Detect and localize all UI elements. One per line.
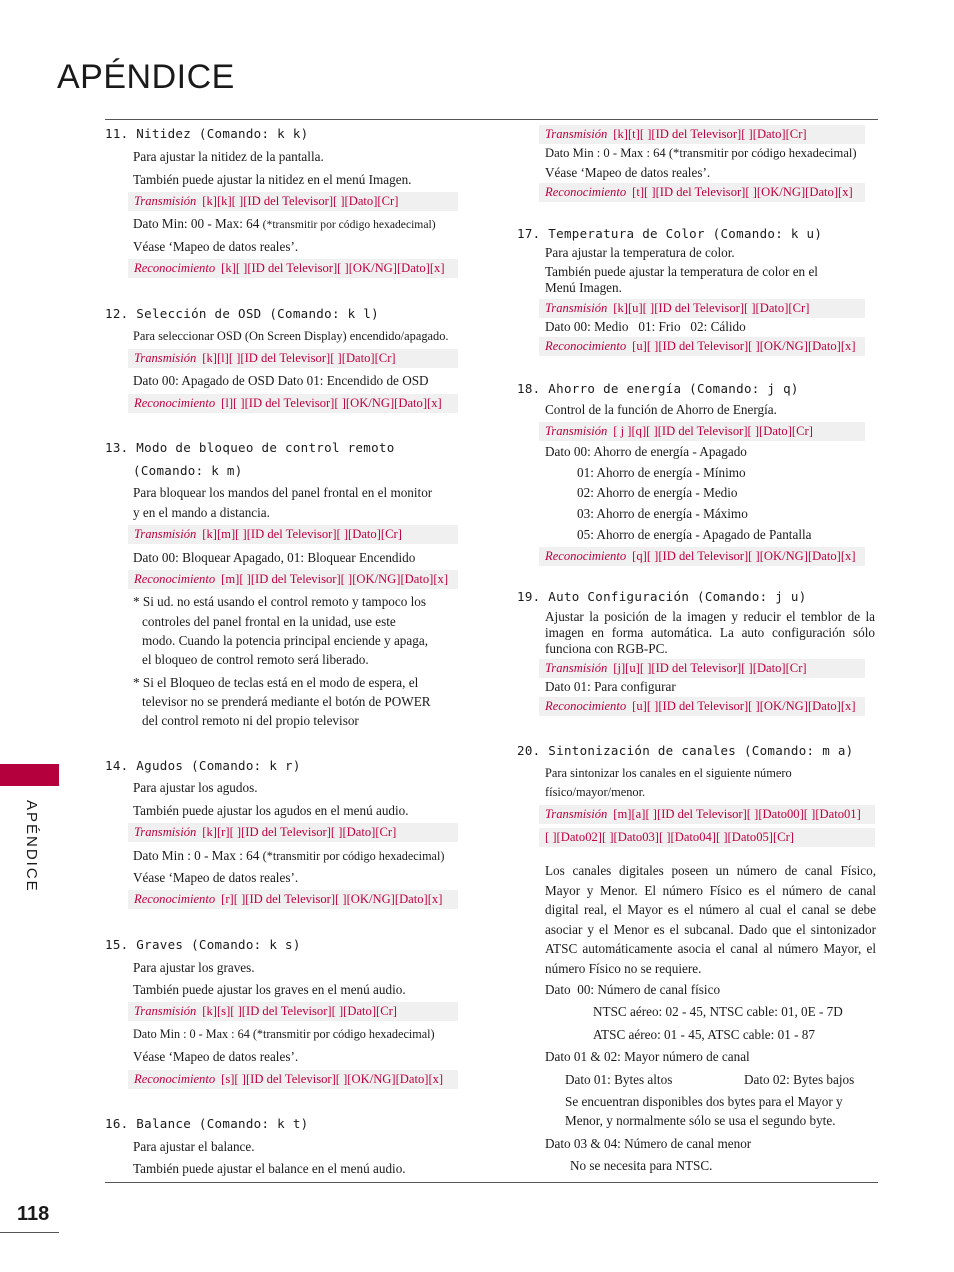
section-13-note: modo. Cuando la potencia principal enciende y apaga,	[142, 633, 428, 648]
section-16-heading: 16. Balance (Comando: k t)	[105, 1116, 309, 1131]
page-title: APÉNDICE	[57, 58, 235, 96]
section-11-transmission	[128, 192, 458, 211]
section-13-line: Dato 00: Bloquear Apagado, 01: Bloquear Encendido	[133, 550, 416, 565]
section-17-line: También puede ajustar la temperatura de color en el	[545, 264, 818, 279]
section-13-note: * Si el Bloqueo de teclas está en el modo de espera, el	[133, 675, 419, 690]
section-20-line: Dato 01: Bytes altos	[565, 1072, 673, 1087]
section-12-heading: 12. Selección de OSD (Comando: k l)	[105, 306, 379, 321]
data-range: Dato Min: 00 - Max: 64	[133, 216, 260, 231]
transmission-label: Transmisión	[545, 424, 608, 438]
section-18-line: Control de la función de Ahorro de Energía.	[545, 402, 777, 417]
section-11-line: También puede ajustar la nitidez en el menú Imagen.	[133, 172, 412, 187]
section-19-acknowledgement	[539, 697, 865, 716]
section-20-line: Para sintonizar los canales en el siguiente número	[545, 766, 792, 780]
section-13-note: * Si ud. no está usando el control remoto y tampoco los	[133, 594, 427, 609]
transmission-code: [ ][Dato02][ ][Dato03][ ][Dato04][ ][Dato05][Cr]	[545, 830, 794, 844]
section-13-transmission	[128, 525, 458, 544]
section-14-acknowledgement	[128, 890, 458, 909]
transmission-label: Transmisión	[545, 301, 608, 315]
ack-code: [u][ ][ID del Televisor][ ][OK/NG][Dato][x]	[632, 699, 856, 713]
section-13-note: controles del panel frontal en la unidad, use este	[142, 614, 396, 629]
transmission-code: [ j ][q][ ][ID del Televisor][ ][Dato][Cr]	[613, 424, 813, 438]
section-12-line: Dato 00: Apagado de OSD Dato 01: Encendido de OSD	[133, 373, 429, 388]
transmission-code: [k][s][ ][ID del Televisor][ ][Dato][Cr]	[202, 1004, 398, 1018]
section-16-line: Para ajustar el balance.	[133, 1139, 255, 1154]
hex-note: (*transmitir por código hexadecimal)	[262, 849, 445, 863]
section-20-line: Dato 03 & 04: Número de canal menor	[545, 1136, 752, 1151]
section-20-line: Dato 02: Bytes bajos	[744, 1072, 855, 1087]
ack-label: Reconocimiento	[545, 549, 627, 563]
section-16-line: También puede ajustar el balance en el menú audio.	[133, 1161, 406, 1176]
hex-note: (*transmitir por código hexadecimal)	[262, 218, 436, 231]
section-18-line: 05: Ahorro de energía - Apagado de Pantalla	[577, 527, 812, 542]
ack-label: Reconocimiento	[134, 396, 216, 410]
section-20-line: Dato 00: Número de canal físico	[545, 982, 721, 997]
data-range: Dato Min : 0 - Max : 64	[133, 848, 260, 863]
section-16-line: Dato Min : 0 - Max : 64 (*transmitir por código hexadecimal)	[545, 146, 857, 160]
section-18-line: Dato 00: Ahorro de energía - Apagado	[545, 444, 747, 459]
section-16-transmission	[539, 125, 865, 144]
section-20-line: NTSC aéreo: 02 - 45, NTSC cable: 01, 0E - 7D	[593, 1004, 843, 1019]
ack-label: Reconocimiento	[134, 572, 216, 586]
section-19-paragraph: Ajustar la posición de la imagen y reducir el temblor de la imagen en forma automática. La auto configuración sólo funciona con RGB-PC.	[545, 609, 875, 656]
section-13-acknowledgement	[128, 570, 458, 589]
section-13-heading: 13. Modo de bloqueo de control remoto	[105, 440, 395, 455]
section-15-line: También puede ajustar los graves en el menú audio.	[133, 982, 406, 997]
section-20-line: Se encuentran disponibles dos bytes para el Mayor y	[565, 1094, 843, 1109]
section-17-heading: 17. Temperatura de Color (Comando: k u)	[517, 226, 823, 241]
section-18-acknowledgement	[539, 547, 865, 566]
ack-label: Reconocimiento	[134, 261, 216, 275]
section-14-data-range	[133, 848, 444, 864]
section-13-note: el bloqueo de control remoto será liberado.	[142, 652, 369, 667]
ack-code: [q][ ][ID del Televisor][ ][OK/NG][Dato][x]	[632, 549, 856, 563]
section-18-transmission	[539, 422, 865, 441]
section-14-line: Véase ‘Mapeo de datos reales’.	[133, 870, 299, 885]
section-20-transmission-cont	[539, 828, 875, 847]
ack-label: Reconocimiento	[134, 892, 216, 906]
section-20-line: ATSC aéreo: 01 - 45, ATSC cable: 01 - 87	[593, 1027, 815, 1042]
section-20-line: Menor, y normalmente sólo se usa el segundo byte.	[565, 1113, 836, 1128]
section-tab-marker	[0, 764, 59, 786]
ack-code: [s][ ][ID del Televisor][ ][OK/NG][Dato][x]	[221, 1072, 444, 1086]
ack-code: [r][ ][ID del Televisor][ ][OK/NG][Dato][x]	[221, 892, 443, 906]
section-19-heading: 19. Auto Configuración (Comando: j u)	[517, 589, 807, 604]
section-11-line: Para ajustar la nitidez de la pantalla.	[133, 149, 324, 164]
transmission-label: Transmisión	[545, 661, 608, 675]
section-15-acknowledgement	[128, 1070, 458, 1089]
top-divider	[105, 119, 878, 120]
section-20-transmission	[539, 805, 875, 824]
ack-label: Reconocimiento	[134, 1072, 216, 1086]
section-17-line: Dato 00: Medio 01: Frio 02: Cálido	[545, 319, 746, 334]
transmission-code: [k][k][ ][ID del Televisor][ ][Dato][Cr]	[202, 194, 399, 208]
section-19-line: Dato 01: Para configurar	[545, 679, 676, 694]
section-20-heading: 20. Sintonización de canales (Comando: m a)	[517, 743, 854, 758]
section-12-transmission	[128, 349, 458, 368]
section-18-line: 02: Ahorro de energía - Medio	[577, 485, 738, 500]
section-15-heading: 15. Graves (Comando: k s)	[105, 937, 301, 952]
section-16-acknowledgement	[539, 183, 865, 202]
section-11-line: Véase ‘Mapeo de datos reales’.	[133, 239, 299, 254]
section-20-line: físico/mayor/menor.	[545, 785, 646, 799]
section-13-note: televisor no se prenderá mediante el botón de POWER	[142, 694, 431, 709]
section-11-heading: 11. Nitidez (Comando: k k)	[105, 126, 309, 141]
transmission-code: [k][m][ ][ID del Televisor][ ][Dato][Cr]	[202, 527, 402, 541]
section-17-transmission	[539, 299, 865, 318]
section-13-heading-command: (Comando: k m)	[133, 463, 243, 478]
transmission-code: [k][u][ ][ID del Televisor][ ][Dato][Cr]	[613, 301, 810, 315]
ack-code: [m][ ][ID del Televisor][ ][OK/NG][Dato][x]	[221, 572, 449, 586]
section-20-line: No se necesita para NTSC.	[570, 1158, 713, 1173]
section-14-line: También puede ajustar los agudos en el menú audio.	[133, 803, 409, 818]
bottom-divider	[105, 1182, 878, 1183]
ack-code: [u][ ][ID del Televisor][ ][OK/NG][Dato][x]	[632, 339, 856, 353]
section-12-line: Para seleccionar OSD (On Screen Display) encendido/apagado.	[133, 329, 449, 343]
transmission-code: [k][r][ ][ID del Televisor][ ][Dato][Cr]	[202, 825, 397, 839]
section-15-line: Véase ‘Mapeo de datos reales’.	[133, 1049, 299, 1064]
ack-code: [t][ ][ID del Televisor][ ][OK/NG][Dato][x]	[632, 185, 853, 199]
transmission-code: [j][u][ ][ID del Televisor][ ][Dato][Cr]	[613, 661, 807, 675]
ack-label: Reconocimiento	[545, 699, 627, 713]
section-14-heading: 14. Agudos (Comando: k r)	[105, 758, 301, 773]
transmission-label: Transmisión	[134, 1004, 197, 1018]
transmission-code: [k][t][ ][ID del Televisor][ ][Dato][Cr]	[613, 127, 807, 141]
section-15-transmission	[128, 1002, 458, 1021]
transmission-label: Transmisión	[545, 807, 608, 821]
transmission-label: Transmisión	[134, 527, 197, 541]
section-14-line: Para ajustar los agudos.	[133, 780, 258, 795]
section-18-line: 01: Ahorro de energía - Mínimo	[577, 465, 746, 480]
section-17-line: Para ajustar la temperatura de color.	[545, 245, 735, 260]
transmission-label: Transmisión	[134, 194, 197, 208]
section-17-line: Menú Imagen.	[545, 280, 622, 295]
section-13-note: del control remoto ni del propio televisor	[142, 713, 359, 728]
transmission-label: Transmisión	[134, 351, 197, 365]
transmission-label: Transmisión	[134, 825, 197, 839]
section-15-line: Dato Min : 0 - Max : 64 (*transmitir por código hexadecimal)	[133, 1027, 435, 1041]
section-16-line: Véase ‘Mapeo de datos reales’.	[545, 165, 711, 180]
transmission-code: [k][l][ ][ID del Televisor][ ][Dato][Cr]	[202, 351, 396, 365]
section-20-line: Dato 01 & 02: Mayor número de canal	[545, 1049, 750, 1064]
page-number: 118	[17, 1203, 50, 1225]
ack-code: [k][ ][ID del Televisor][ ][OK/NG][Dato][x]	[221, 261, 445, 275]
ack-label: Reconocimiento	[545, 185, 627, 199]
section-11-data-range	[133, 216, 436, 232]
page-number-underline	[0, 1232, 59, 1233]
section-18-heading: 18. Ahorro de energía (Comando: j q)	[517, 381, 799, 396]
section-tab-label: APÉNDICE	[23, 800, 40, 893]
section-12-acknowledgement	[128, 394, 458, 413]
transmission-label: Transmisión	[545, 127, 608, 141]
ack-code: [l][ ][ID del Televisor][ ][OK/NG][Dato][x]	[221, 396, 442, 410]
section-15-line: Para ajustar los graves.	[133, 960, 255, 975]
transmission-code: [m][a][ ][ID del Televisor][ ][Dato00][ ][Dato01]	[613, 807, 861, 821]
section-14-transmission	[128, 823, 458, 842]
ack-label: Reconocimiento	[545, 339, 627, 353]
section-18-line: 03: Ahorro de energía - Máximo	[577, 506, 748, 521]
section-13-line: Para bloquear los mandos del panel frontal en el monitor	[133, 485, 433, 500]
section-20-paragraph: Los canales digitales poseen un número de canal Físico, Mayor y Menor. El número Físico es el número de canal digital real, el Mayor es el número al cual el canal se debe asociar y el Menor es el subcanal. Dado que el sintonizador ATSC automáticamente asocia el canal al número Mayor, el número Físico no se requiere.	[545, 863, 876, 976]
section-19-transmission	[539, 659, 865, 678]
section-17-acknowledgement	[539, 337, 865, 356]
section-11-acknowledgement	[128, 259, 458, 278]
section-13-line: y en el mando a distancia.	[133, 505, 270, 520]
